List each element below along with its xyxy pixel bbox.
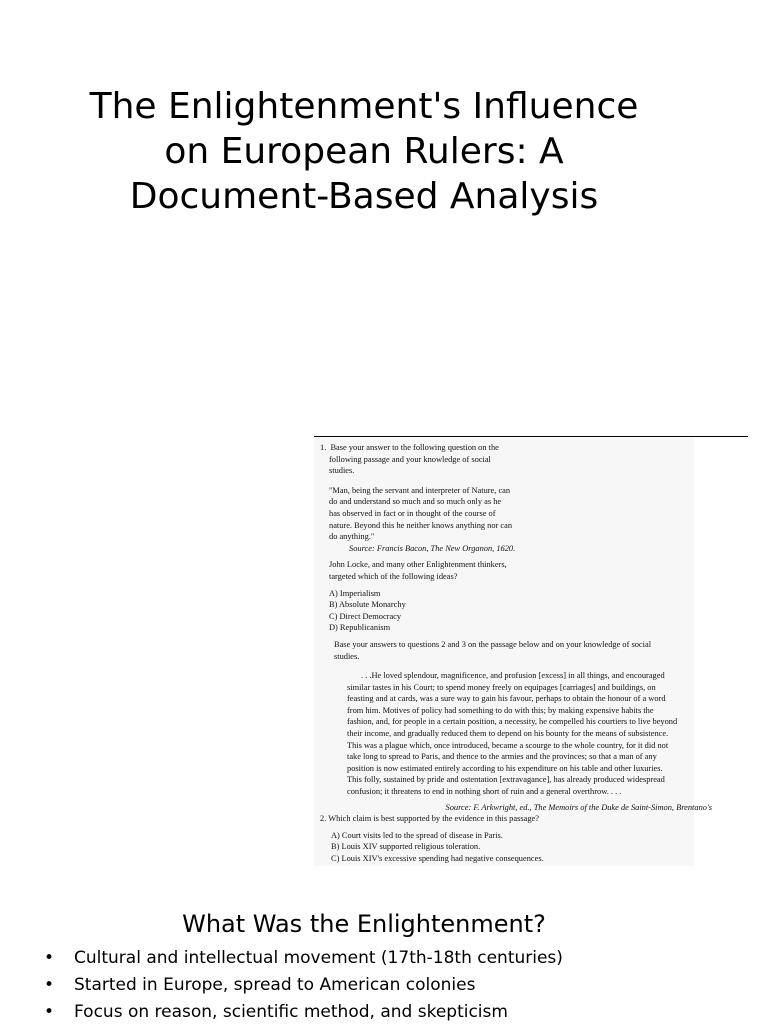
passage-source: Source: F. Arkwright, ed., The Memoirs of the Duke de Saint-Simon, Brentano's bbox=[445, 802, 712, 812]
question-2-prompt: 2. Which claim is best supported by the evidence in this passage? bbox=[320, 814, 539, 824]
passage-line: This folly, sustained by pride and ostentation [extravagance], has already produced widespread bbox=[347, 775, 665, 785]
bullet-icon: • bbox=[44, 948, 55, 968]
bullet-list bbox=[0, 945, 768, 1026]
base-instructions bbox=[320, 639, 704, 662]
quote-line: has observed in fact or in thought of the course of bbox=[329, 508, 496, 518]
question-1-prompt bbox=[320, 442, 520, 477]
scanned-document-image bbox=[314, 436, 748, 866]
document-body bbox=[320, 442, 720, 865]
instruction-line: Base your answers to questions 2 and 3 on the passage below and on your knowledge of social bbox=[334, 639, 652, 649]
answer-option: C) Louis XIV's excessive spending had negative consequences. bbox=[331, 854, 544, 863]
passage-line: This was a plague which, once introduced, became a scourge to the whole country, for it did not bbox=[347, 740, 669, 750]
passage-line: take long to spread to Paris, and thence to the armies and the provinces; so that a man of any bbox=[347, 752, 657, 762]
passage-line: their income, and gradually reduced them to depend on his bounty for the means of subsistence. bbox=[347, 729, 669, 739]
quote-line: do and understand so much and so much only as he bbox=[329, 497, 502, 507]
question-1-prompt-line: 1. Base your answer to the following question on the bbox=[320, 443, 499, 452]
bullet-text: Cultural and intellectual movement (17th-18th centuries) bbox=[74, 948, 563, 968]
instruction-line: studies. bbox=[334, 651, 360, 661]
slide-title-line: Document-Based Analysis bbox=[129, 176, 599, 217]
answer-option: D) Republicanism bbox=[329, 623, 391, 633]
section-heading: What Was the Enlightenment? bbox=[182, 910, 546, 938]
bullet-text: Started in Europe, spread to American colonies bbox=[74, 975, 476, 995]
bullet-item bbox=[0, 945, 768, 972]
answer-option: A) Imperialism bbox=[329, 588, 381, 598]
document-top-rule bbox=[314, 436, 748, 437]
question-1-options bbox=[320, 588, 520, 634]
answer-option: B) Louis XIV supported religious toleration. bbox=[331, 842, 481, 852]
answer-option: B) Absolute Monarchy bbox=[329, 600, 406, 610]
bullet-item bbox=[0, 972, 768, 999]
slide-title bbox=[40, 84, 688, 219]
passage-line: confusion; it threatens to end in nothing short of ruin and a general overthrow. . . . bbox=[347, 787, 622, 797]
question-1-prompt-line: following passage and your knowledge of social bbox=[329, 454, 491, 464]
quote-source: Source: Francis Bacon, The New Organon, 1620. bbox=[349, 543, 516, 553]
answer-option: A) Court visits led to the spread of disease in Paris. bbox=[331, 830, 503, 840]
question-2-options bbox=[320, 830, 720, 865]
question-1 bbox=[320, 442, 520, 634]
bullet-item bbox=[0, 999, 768, 1026]
quote-line: "Man, being the servant and interpreter of Nature, can bbox=[329, 485, 511, 495]
question-line: targeted which of the following ideas? bbox=[329, 571, 458, 581]
slide-title-line: on European Rulers: A bbox=[164, 131, 564, 172]
question-1-prompt-line: studies. bbox=[329, 466, 355, 476]
quote-line: do anything." bbox=[329, 532, 375, 542]
answer-option: C) Direct Democracy bbox=[329, 611, 402, 621]
passage-line: from him. Motives of policy had something to do with this; by making expensive habits the bbox=[347, 705, 654, 715]
bullet-text: Focus on reason, scientific method, and skepticism bbox=[74, 1002, 508, 1022]
bacon-quote bbox=[320, 485, 520, 555]
passage-line: feasting and at cards, was a sure way to gain his favour, perhaps to obtain the honour of a word bbox=[347, 694, 666, 704]
passage-line: position is now estimated entirely according to his expenditure on his table and other luxuries. bbox=[347, 763, 663, 773]
bullet-icon: • bbox=[44, 975, 55, 995]
saint-simon-passage bbox=[320, 670, 707, 798]
slide-title-line: The Enlightenment's Influence bbox=[89, 86, 639, 127]
passage-line: similar tastes in his Court; to spend money freely on equipages [carriages] and buildings, on bbox=[347, 682, 656, 692]
quote-line: nature. Beyond this he neither knows anything nor can bbox=[329, 520, 513, 530]
passage-line: fashion, and, for people in a certain position, a necessity, he compelled his courtiers to live beyond bbox=[347, 717, 678, 727]
question-1-number: 1. bbox=[320, 443, 327, 452]
bullet-icon: • bbox=[44, 1002, 55, 1022]
passage-line: . . .He loved splendour, magnificence, and profusion [excess] in all things, and encouraged bbox=[361, 671, 665, 681]
question-line: John Locke, and many other Enlightenment thinkers, bbox=[329, 560, 507, 570]
question-1-question bbox=[320, 559, 520, 582]
